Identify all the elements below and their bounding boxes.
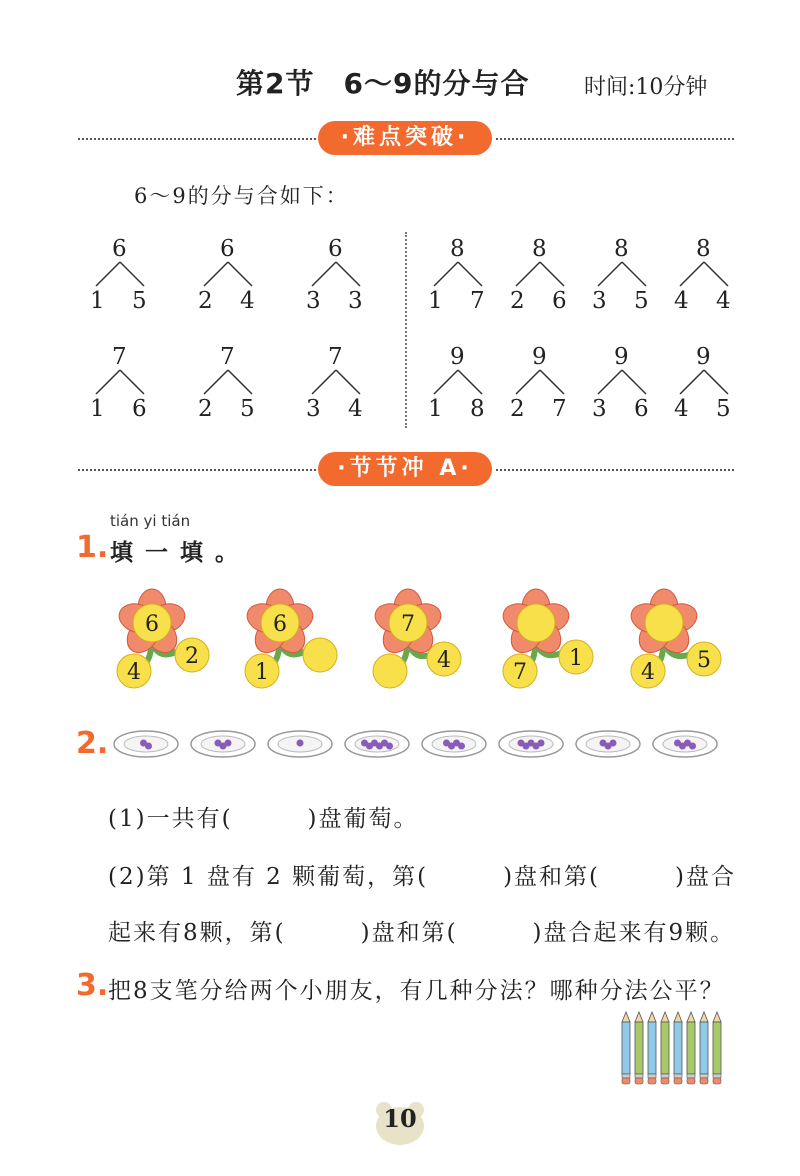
tree-top-number: 6 — [112, 236, 127, 262]
tree-right-number: 4 — [348, 396, 363, 422]
q1-text: 填 一 填 。 — [110, 540, 241, 566]
grape-plates — [108, 722, 728, 772]
grape-plate — [422, 731, 486, 757]
pencil — [713, 1012, 721, 1084]
divider-left-2 — [78, 469, 316, 471]
tree-left-number: 2 — [510, 288, 525, 314]
pencil — [687, 1012, 695, 1084]
grape-plate — [576, 731, 640, 757]
flower — [499, 589, 593, 688]
tree-right-number: 6 — [132, 396, 147, 422]
tree-top-number: 6 — [220, 236, 235, 262]
grape — [297, 740, 304, 747]
q2-number: 2. — [76, 726, 109, 761]
flower — [115, 589, 209, 688]
page-number: 10 — [383, 1104, 417, 1133]
flower-center-number: 7 — [401, 612, 415, 637]
tree-branches — [198, 260, 258, 290]
tree-branches — [306, 368, 366, 398]
tree-left-number: 2 — [510, 396, 525, 422]
tree-right-number: 4 — [240, 288, 255, 314]
grape — [538, 740, 545, 747]
q1-number: 1. — [76, 530, 109, 565]
pencil — [622, 1012, 630, 1084]
grape — [610, 740, 617, 747]
q2-line3: 起来有8颗，第( )盘和第( )盘合起来有9颗。 — [108, 920, 736, 946]
flower-left-number: 1 — [255, 660, 269, 685]
flower-center — [645, 604, 683, 642]
section-banner-difficulty: ·难点突破· — [318, 121, 492, 155]
tree-branches — [674, 260, 734, 290]
tree-left-number: 3 — [306, 288, 321, 314]
flower-center — [517, 604, 555, 642]
flower-left-circle — [373, 654, 407, 688]
pencils — [614, 1010, 734, 1090]
tree-right-number: 5 — [716, 396, 731, 422]
tree-branches — [592, 260, 652, 290]
q1-pinyin: tián yi tián — [110, 512, 191, 530]
flower-right-number: 5 — [697, 648, 711, 673]
pencil — [648, 1012, 656, 1084]
tree-top-number: 8 — [696, 236, 711, 262]
pencil — [674, 1012, 682, 1084]
tree-top-number: 6 — [328, 236, 343, 262]
intro-text: 6～9的分与合如下： — [134, 184, 349, 208]
tree-branches — [198, 368, 258, 398]
tree-left-number: 1 — [428, 288, 443, 314]
tree-right-number: 4 — [716, 288, 731, 314]
pencil — [700, 1012, 708, 1084]
flower — [243, 589, 337, 688]
divider-left — [78, 138, 316, 140]
tree-right-number: 3 — [348, 288, 363, 314]
tree-left-number: 4 — [674, 396, 689, 422]
flower-right-number: 1 — [569, 646, 583, 671]
tree-right-number: 7 — [552, 396, 567, 422]
tree-left-number: 1 — [90, 288, 105, 314]
tree-branches — [428, 260, 488, 290]
grape — [458, 743, 465, 750]
grape-plate — [191, 731, 255, 757]
tree-branches — [510, 368, 570, 398]
tree-top-number: 9 — [614, 344, 629, 370]
tree-branches — [428, 368, 488, 398]
flower-center-number: 6 — [273, 612, 287, 637]
tree-right-number: 6 — [552, 288, 567, 314]
grape — [145, 743, 152, 750]
flowers-area — [0, 585, 800, 700]
grape-plate — [268, 731, 332, 757]
flower — [627, 589, 721, 688]
divider-right-2 — [496, 469, 734, 471]
grape — [386, 743, 393, 750]
tree-left-number: 3 — [306, 396, 321, 422]
tree-right-number: 7 — [470, 288, 485, 314]
flower-center-number: 6 — [145, 612, 159, 637]
flower-left-number: 7 — [513, 660, 527, 685]
grape — [689, 743, 696, 750]
tree-top-number: 8 — [532, 236, 547, 262]
flower-left-number: 4 — [641, 660, 655, 685]
flower-right-number: 4 — [437, 648, 451, 673]
grape-plate — [114, 731, 178, 757]
grape-plate — [345, 731, 409, 757]
tree-branches — [90, 260, 150, 290]
pencil — [661, 1012, 669, 1084]
tree-branches — [90, 368, 150, 398]
tree-top-number: 7 — [220, 344, 235, 370]
time-label: 时间:10分钟 — [584, 75, 708, 100]
tree-top-number: 7 — [328, 344, 343, 370]
tree-left-number: 2 — [198, 396, 213, 422]
tree-top-number: 9 — [696, 344, 711, 370]
tree-right-number: 8 — [470, 396, 485, 422]
tree-right-number: 5 — [132, 288, 147, 314]
trees-divider — [405, 232, 407, 428]
divider-right — [496, 138, 734, 140]
tree-branches — [674, 368, 734, 398]
tree-right-number: 6 — [634, 396, 649, 422]
tree-top-number: 9 — [450, 344, 465, 370]
flower-right-number: 2 — [185, 644, 199, 669]
tree-right-number: 5 — [634, 288, 649, 314]
page-title: 第2节 6～9的分与合 — [236, 67, 530, 100]
tree-top-number: 9 — [532, 344, 547, 370]
section-banner-a: ·节节冲 A· — [318, 452, 492, 486]
q3-text: 把8支笔分给两个小朋友，有几种分法？哪种分法公平？ — [108, 978, 725, 1004]
tree-left-number: 4 — [674, 288, 689, 314]
tree-top-number: 8 — [450, 236, 465, 262]
pencil — [635, 1012, 643, 1084]
tree-right-number: 5 — [240, 396, 255, 422]
grape-plate — [499, 731, 563, 757]
tree-top-number: 7 — [112, 344, 127, 370]
tree-left-number: 1 — [428, 396, 443, 422]
q3-number: 3. — [76, 968, 109, 1003]
q2-line1: (1)一共有( )盘葡萄。 — [108, 806, 419, 832]
tree-left-number: 3 — [592, 396, 607, 422]
tree-branches — [306, 260, 366, 290]
flower — [371, 589, 461, 688]
tree-branches — [510, 260, 570, 290]
grape — [225, 740, 232, 747]
tree-left-number: 1 — [90, 396, 105, 422]
tree-top-number: 8 — [614, 236, 629, 262]
grape-plate — [653, 731, 717, 757]
tree-branches — [592, 368, 652, 398]
flower-left-number: 4 — [127, 660, 141, 685]
tree-left-number: 3 — [592, 288, 607, 314]
flower-right-circle — [303, 638, 337, 672]
q2-line2: (2)第 1 盘有 2 颗葡萄，第( )盘和第( )盘合 — [108, 864, 736, 890]
tree-left-number: 2 — [198, 288, 213, 314]
